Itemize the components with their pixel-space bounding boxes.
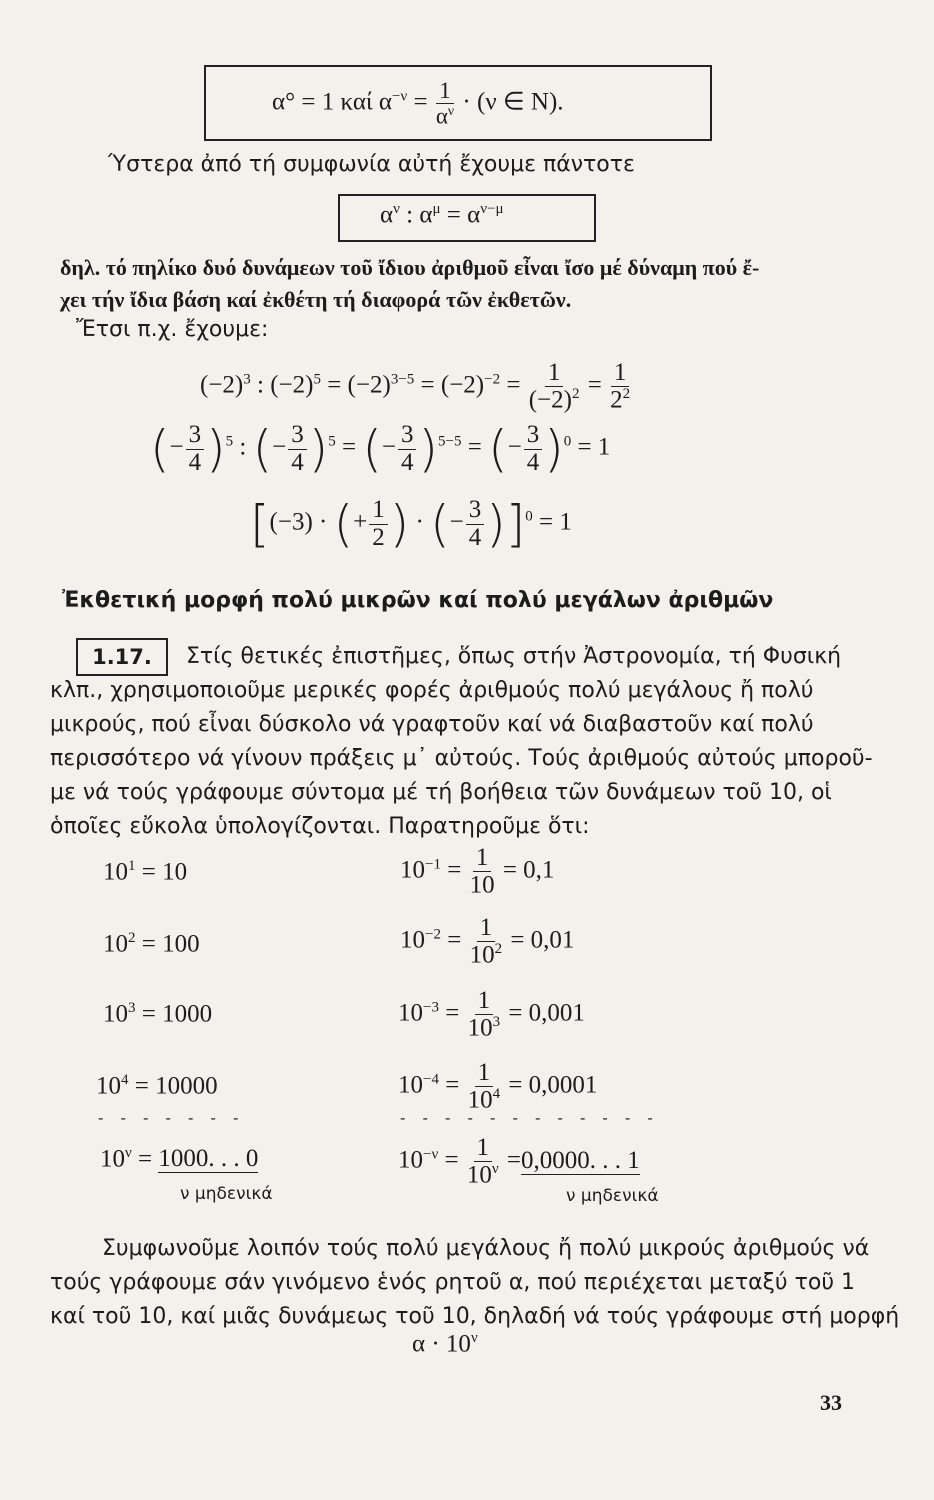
text-line: Ύστερα ἀπό τή συμφωνία αὐτή ἔχουμε πάντοτε <box>108 152 635 177</box>
quotient-rule-box: $\alpha^\nu$ : $\alpha^\mu = \alpha^{\nu-\mu}$ <box>338 194 596 242</box>
power-left-4: $10^4 = 10000$ <box>96 1072 218 1100</box>
para1-line-3: μικρούς, πού εἶναι δύσκολο νά γραφτοῦν καί νά διαβαστοῦν καί πολύ <box>50 712 814 737</box>
para1-line-6: ὁποῖες εὔκολα ὑπολογίζονται. Παρατηροῦμε ὅτι: <box>50 814 590 839</box>
section-heading: Ἐκθετική μορφή πολύ μικρῶν καί πολύ μεγάλων ἀριθμῶν <box>62 588 774 613</box>
para1-line-4: περισσότερο νά γίνουν πράξεις μ᾽ αὐτούς. Τούς ἀριθμούς αὐτούς μποροῦ- <box>50 746 873 771</box>
definition-box <box>204 65 712 141</box>
definition-formula: α° = 1 καί $\alpha^{-\nu}$ = $\frac{1}{\alpha^\nu}$ · (ν ∈ N). <box>272 78 564 129</box>
dashes-right: - - - - - - - - - - - - <box>400 1108 659 1127</box>
power-right-4: $10^{-4}$ = $\frac{1}{10^4}$ = 0,0001 <box>398 1059 598 1114</box>
para2-line-2: τούς γράφουμε σάν γινόμενο ἑνός ρητοῦ α, πού περιέχεται μεταξύ τοῦ 1 <box>50 1270 856 1295</box>
statement-line-2: χει τήν ἴδια βάση καί ἐκθέτη τή διαφορά τῶν ἐκθετῶν. <box>60 287 572 312</box>
example-equation-3: [(−3) · (+ $\frac{1}{2}$ ) · (− $\frac{3}{4}$ )]$^0$ = 1 <box>250 495 572 553</box>
power-left-1: $10^1 = 10$ <box>103 858 188 886</box>
power-left-2: $10^2 = 100$ <box>103 930 200 958</box>
para1-line-2: κλπ., χρησιμοποιοῦμε μερικές φορές ἀριθμούς πολύ μεγάλους ἤ πολύ <box>50 678 814 703</box>
general-power-right: $10^{-\nu}$ = $\frac{1}{10^\nu}$ =0,0000. . . 1 <box>398 1134 640 1189</box>
final-form: $\alpha \cdot 10^\nu$ <box>412 1330 478 1358</box>
power-right-2: $10^{-2}$ = $\frac{1}{10^2}$ = 0,01 <box>400 914 575 969</box>
dashes-left: - - - - - - - <box>98 1108 245 1127</box>
statement-line-1: δηλ. τό πηλίκο δυό δυνάμεων τοῦ ἴδιου ἀριθμοῦ εἶναι ἴσο μέ δύναμη πού ἔ- <box>60 255 760 280</box>
zeros-note-left: ν μηδενικά <box>180 1184 273 1204</box>
para2-line-1: Συμφωνοῦμε λοιπόν τούς πολύ μεγάλους ἤ πολύ μικρούς ἀριθμούς νά <box>102 1236 870 1261</box>
power-right-3: $10^{-3}$ = $\frac{1}{10^3}$ = 0,001 <box>398 987 585 1042</box>
power-right-1: $10^{-1}$ = $\frac{1}{10}$ = 0,1 <box>400 844 555 899</box>
para1-line-5: με νά τούς γράφουμε σύντομα μέ τή βοήθεια τῶν δυνάμεων τοῦ 10, οἱ <box>50 780 832 805</box>
general-power-left: $10^\nu = 1000$. . . 0 <box>100 1145 259 1173</box>
example-equation-1: $(-2)^3$ : $(-2)^5 = (-2)^{3-5} = (-2)^{-2}$ = $\frac{1}{(-2)^2}$ = $\frac{1}{2^2}$ <box>200 359 631 414</box>
para1-line-1: Στίς θετικές ἐπιστῆμες, ὅπως στήν Ἀστρονομία, τή Φυσική <box>186 644 842 669</box>
example-equation-2: (− $\frac{3}{4}$ )$^5$ : (− $\frac{3}{4}$ )$^5$ = (− $\frac{3}{4}$ )$^{5-5}$ = (− $\frac{3}{4}$ )$^0$ = 1 <box>150 420 611 478</box>
zeros-note-right: ν μηδενικά <box>566 1186 659 1206</box>
page-number: 33 <box>820 1390 842 1415</box>
para2-line-3: καί τοῦ 10, καί μιᾶς δυνάμεως τοῦ 10, δηλαδή νά τούς γράφουμε στή μορφή <box>50 1304 900 1329</box>
example-intro: Ἔτσι π.χ. ἔχουμε: <box>76 317 269 342</box>
power-left-3: $10^3 = 1000$ <box>103 1000 213 1028</box>
section-number: 1.17. <box>76 638 168 676</box>
